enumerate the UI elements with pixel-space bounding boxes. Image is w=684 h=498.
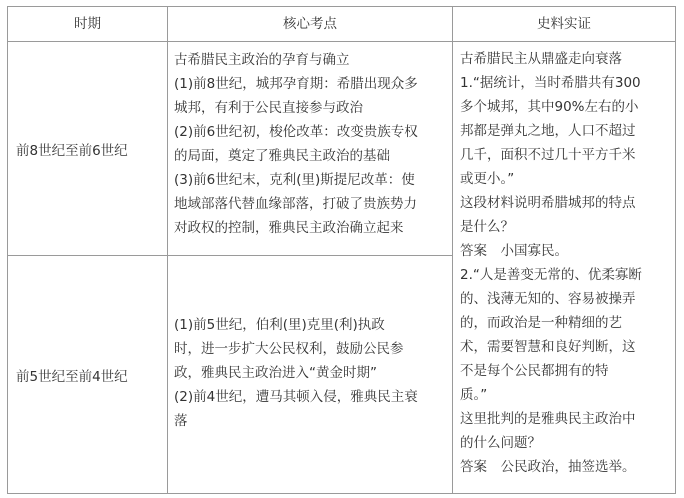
evidence-line: 术，需要智慧和良好判断，这 [460,339,636,355]
period-label: 前8世纪至前6世纪 [16,142,128,159]
evidence-line: 的，而政治是一种精细的艺 [460,315,622,331]
evidence-line: 质。” [460,387,488,403]
core-points-row-2 [174,313,418,433]
point-line: 城邦，有利于公民直接参与政治 [174,100,363,116]
evidence-line: 或更小。” [460,171,515,187]
point-line: (1)前8世纪，城邦孕育期：希腊出现众多 [174,76,418,92]
point-line: (3)前6世纪末，克利(里)斯提尼改革：使 [174,172,415,188]
core-points-row-1 [174,48,418,240]
evidence-line: 是什么？ [460,219,514,235]
header-period: 时期 [74,16,101,32]
point-line: 时，进一步扩大公民权利，鼓励公民参 [174,341,404,357]
evidence-line: 答案 公民政治，抽签选举。 [460,459,636,475]
evidence-line: 的、浅薄无知的、容易被操弄 [460,291,636,307]
evidence-column [460,47,642,479]
point-line: 政，雅典民主政治进入“黄金时期” [174,365,377,381]
evidence-line: 这里批判的是雅典民主政治中 [460,411,636,427]
point-line: (2)前6世纪初，梭伦改革：改变贵族专权 [174,124,418,140]
period-row-2 [8,256,168,493]
point-line: 对政权的控制，雅典民主政治确立起来 [174,220,404,236]
period-row-1 [8,42,168,255]
point-line: 的局面，奠定了雅典民主政治的基础 [174,148,390,164]
point-line: 古希腊民主政治的孕育与确立 [174,52,350,68]
evidence-line: 邦都是弹丸之地，人口不超过 [460,123,636,139]
header-evidence: 史料实证 [537,16,591,32]
evidence-line: 多个城邦，其中90%左右的小 [460,99,639,115]
point-line: 落 [174,413,188,429]
header-core-points: 核心考点 [283,16,337,32]
point-line: (1)前5世纪，伯利(里)克里(利)执政 [174,317,385,333]
evidence-line: 不是每个公民都拥有的特 [460,363,609,379]
evidence-line: 1.“据统计，当时希腊共有300 [460,75,641,91]
evidence-line: 答案 小国寡民。 [460,243,568,259]
period-label: 前5世纪至前4世纪 [16,368,128,385]
point-line: 地域部落代替血缘部落，打破了贵族势力 [174,196,417,212]
history-table [7,6,676,494]
evidence-line: 的什么问题？ [460,435,541,451]
evidence-line: 2.“人是善变无常的、优柔寡断 [460,267,642,283]
evidence-line: 古希腊民主从鼎盛走向衰落 [460,51,622,67]
column-divider-2 [452,7,453,493]
evidence-line: 几千，面积不过几十平方千米 [460,147,636,163]
evidence-line: 这段材料说明希腊城邦的特点 [460,195,636,211]
point-line: (2)前4世纪，遭马其顿入侵，雅典民主衰 [174,389,418,405]
